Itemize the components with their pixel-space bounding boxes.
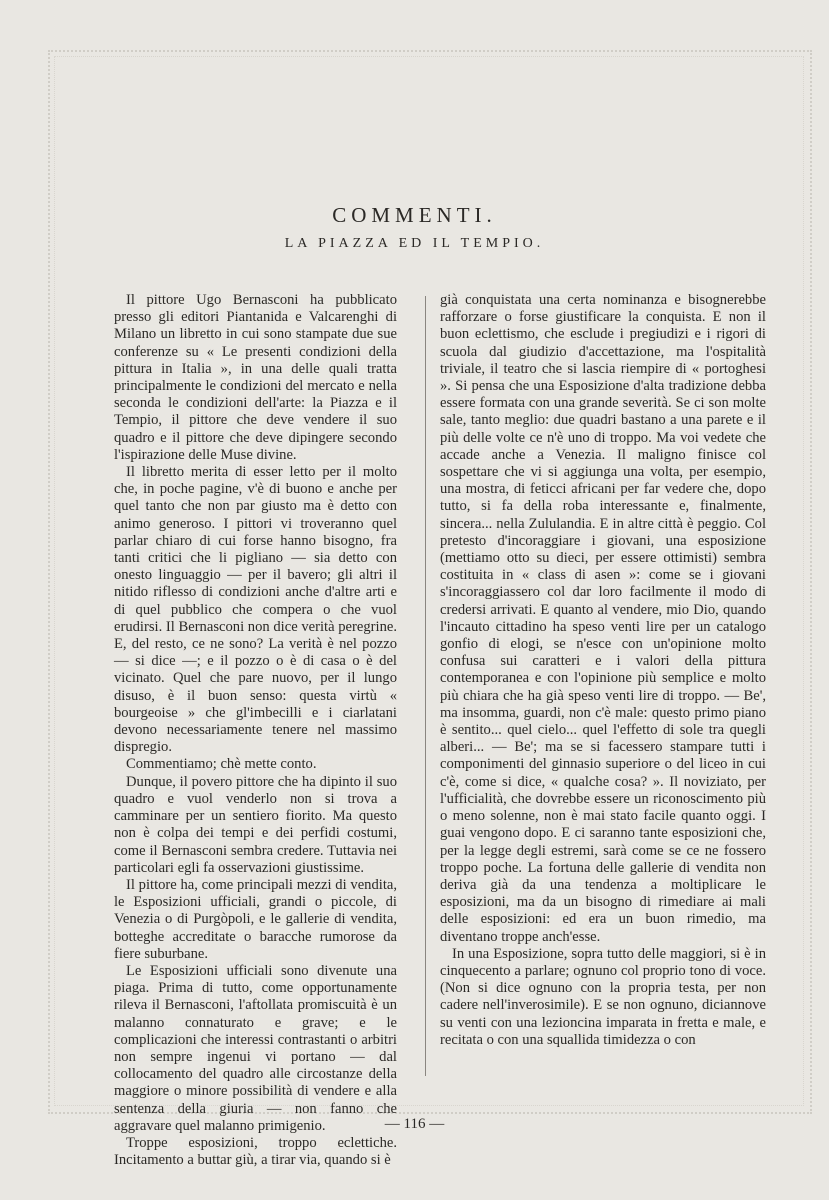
paragraph: Dunque, il povero pittore che ha dipinto il suo quadro e vuol venderlo non si trova a camminare per un sentiero fiorito. Ma questo non è colpa dei tempi e dei perfidi costumi, come il Bernasconi sembra credere. Tuttavia nei particolari egli fa osservazioni giustissime. [114, 773, 397, 876]
left-column [114, 292, 397, 1169]
paragraph: già conquistata una certa nominanza e bisognerebbe rafforzare o forse giustificare la conquista. E non il buon eclettismo, che esclude i pregiudizi e i rigori di scuola dal giudizio d'accettazione, ma l'ospitalità triviale, il teatro che si lascia riempire di « portoghesi ». Si pensa che una Esposizione d'alta tradizione debba essere formata con una grande severità. Se ci son molte sale, tanto meglio: due quadri bastano a una parete e il più delle volte ce n'è uno di troppo. Ma voi vedete che accade anche a Venezia. Il maligno finisce col sospettare che vi si aggiunga una volta, per esempio, una mostra, di feticci africani per far vedere che, dopo tutto, si fa della roba interessante e, finalmente, sincera... nella Zululandia. E in altre città è peggio. Col pretesto d'incoraggiare i giovani, una esposizione (mettiamo otto su dieci, per essere ottimisti) sembra costituita in « class di asen »: come se i giovani s'incoraggiassero col dar loro facilmente il modo di credersi arrivati. E quanto al vendere, mio Dio, quando l'incauto cittadino ha speso venti lire per un catalogo gonfio di elogi, se n'esce con un'opinione molto confusa sui caratteri e i valori della pittura contemporanea e con l'opinione più semplice e molto più chiara che ha già speso venti lire di troppo. — Be', ma insomma, guardi, non c'è male: questo primo piano è sentito... quel cielo... quel l'effetto di sole tra quegli alberi... — Be'; ma se si facessero stampare tutti i componimenti del ginnasio superiore o del liceo in cui c'è, come si dice, « qualche cosa? ». Il noviziato, per l'ufficialità, che dovrebbe essere un riconoscimento più o meno solenne, non è mai stato facile quanto oggi. I guai vengono dopo. E ci saranno tante esposizioni che, per la legge degli estremi, sarà come se ce ne fossero troppo poche. La fortuna delle gallerie di vendita non deriva già da una tendenza a moltiplicare le esposizioni, ma da un bisogno di rimediare ai mali delle esposizioni: ed era un buon rimedio, ma diventano troppe anch'esse. [440, 292, 766, 945]
article-subtitle: LA PIAZZA ED IL TEMPIO. [284, 236, 545, 251]
right-column [440, 292, 766, 1049]
paragraph: In una Esposizione, sopra tutto delle maggiori, si è in cinquecento a parlare; ognuno col proprio tono di voce. (Non si dice ognuno con la propria testa, per non cadere nell'inverosimile). E se non ognuno, diciannove su venti con una lezioncina imparata in fretta e male, e recitata o con una squallida timidezza o con [440, 945, 766, 1048]
page-number: — 116 — [384, 1116, 445, 1132]
column-divider [425, 296, 426, 1076]
paragraph: Il libretto merita di esser letto per il molto che, in poche pagine, v'è di buono e anche per quel tanto che non par giusto ma è detto con animo generoso. I pittori vi troveranno quel parlar chiaro di cui forse hanno bisogno, fra tanti critici che li pigliano — sia detto con onesto linguaggio — per il bavero; gli altri il nitido riflesso di condizioni anche d'altre arti e di quel pubblico che compera o che vuol erudirsi. Il Bernasconi non dice verità peregrine. E, del resto, ce ne sono? La verità è nel pozzo — si dice —; e il pozzo o è di casa o è del vicinato. Quel che pare nuovo, per il lungo disuso, è il buon senso: questa virtù « bourgeoise » che gl'imbecilli e i ciarlatani devono necessariamente tenere nel massimo dispregio. [114, 464, 397, 756]
paragraph: Troppe esposizioni, troppo eclettiche. Incitamento a buttar giù, a tirar via, quando si è [114, 1134, 397, 1169]
paragraph: Il pittore Ugo Bernasconi ha pubblicato presso gli editori Piantanida e Valcarenghi di Milano un libretto in cui sono stampate due sue conferenze su « Le presenti condizioni della pittura in Italia », in una delle quali tratta principalmente le condizioni del mercato e nella seconda le condizioni dell'arte: la Piazza e il Tempio, il pittore che deve vendere il suo quadro e il pittore che deve dipingere secondo l'ispirazione delle Muse divine. [114, 292, 397, 463]
paragraph: Il pittore ha, come principali mezzi di vendita, le Esposizioni ufficiali, grandi o piccole, di Venezia o di Purgòpoli, e le gallerie di vendita, botteghe accreditate o baracche rumorose da fiere suburbane. [114, 876, 397, 962]
paragraph: Commentiamo; chè mette conto. [126, 756, 317, 773]
section-title: COMMENTI. [332, 203, 497, 227]
paragraph: Le Esposizioni ufficiali sono divenute una piaga. Prima di tutto, come opportunamente rileva il Bernasconi, l'aftollata promiscuità è un malanno connaturato e grave; e le complicazioni che interessi contrastanti o arbitri non sempre ingenui vi portano — dal collocamento del quadro alle circostanze della maggiore o minore possibilità di vendere e alla sentenza della giuria — non fanno che aggravare quel malanno primigenio. [114, 962, 397, 1134]
